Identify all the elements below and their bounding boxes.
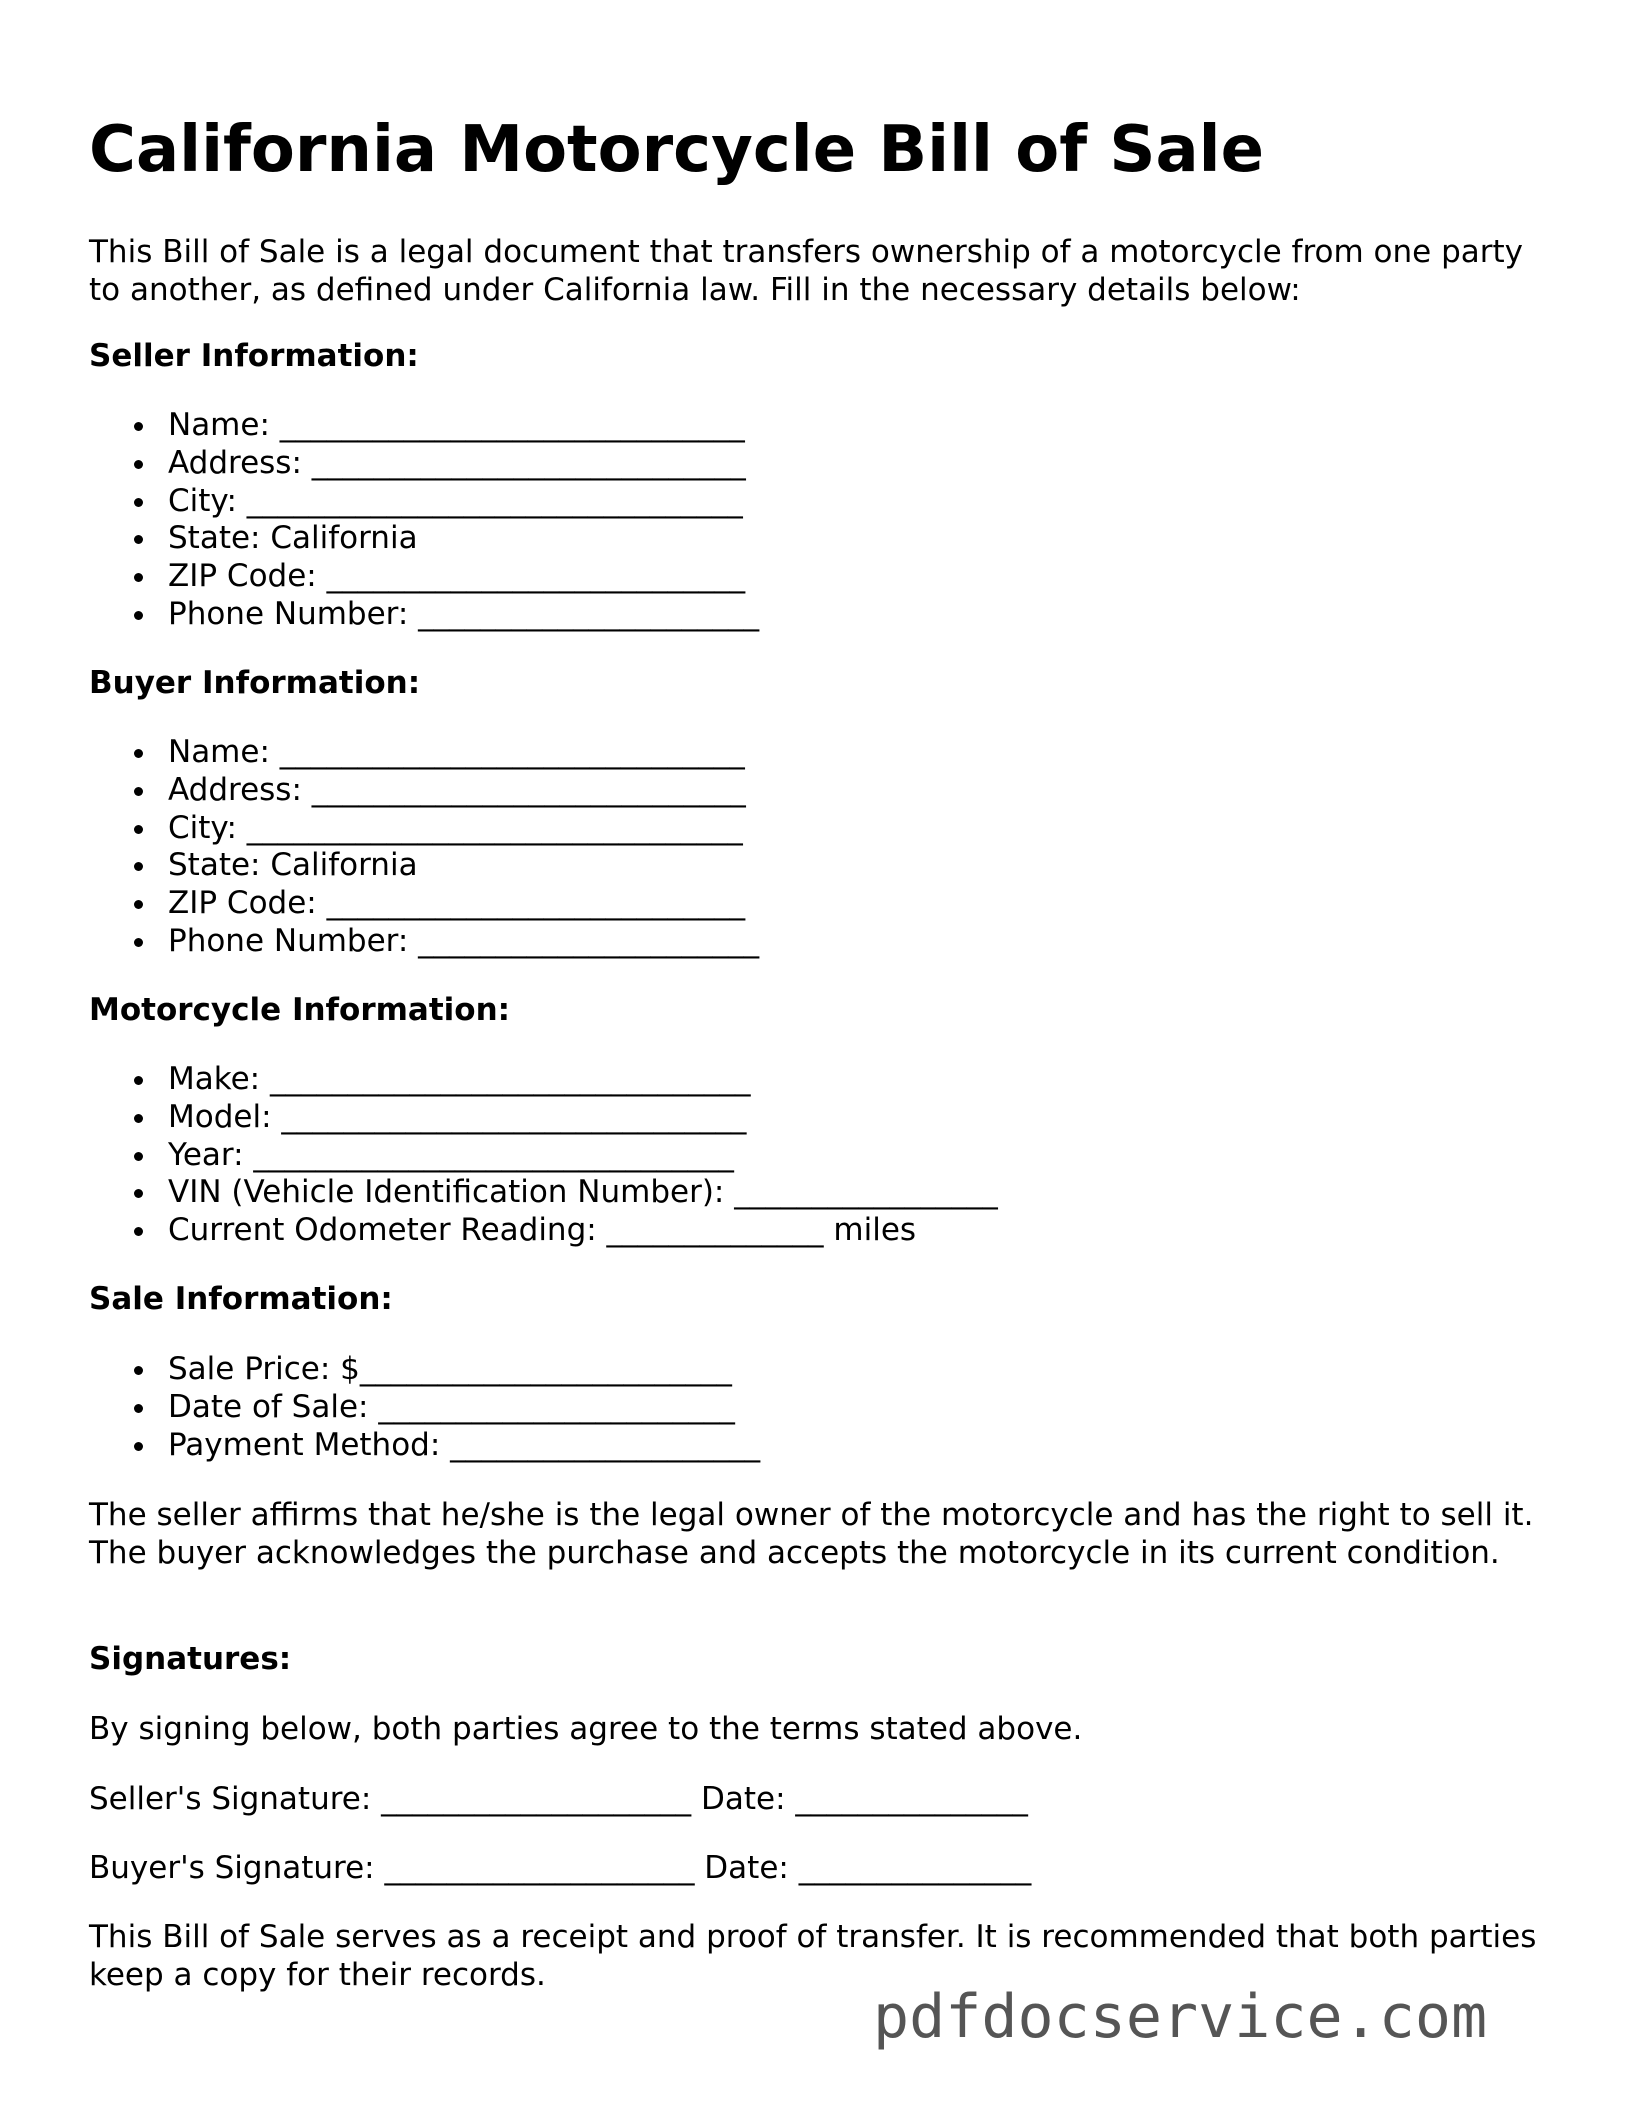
buyer-name-field[interactable]: Name: ______________________________ [89,734,759,772]
seller-fields [89,407,759,634]
sale-heading: Sale Information: [89,1281,393,1317]
closing-paragraph: This Bill of Sale serves as a receipt and proof of transfer. It is recommended that both parties keep a copy for their records. [89,1919,1537,1993]
seller-heading: Seller Information: [89,338,419,374]
payment-method-field[interactable]: Payment Method: ____________________ [89,1427,760,1465]
sale-price-field[interactable]: Sale Price: $________________________ [89,1351,760,1389]
affirmation-paragraph: The seller affirms that he/she is the legal owner of the motorcycle and has the right to sell it. The buyer acknowledges the purchase and accepts the motorcycle in its current condition. [89,1497,1534,1571]
buyer-phone-field[interactable]: Phone Number: ______________________ [89,923,759,961]
signatures-statement: By signing below, both parties agree to the terms stated above. [89,1711,1083,1747]
motorcycle-heading: Motorcycle Information: [89,992,511,1028]
seller-address-field[interactable]: Address: ____________________________ [89,445,759,483]
watermark-text: pdfdocservice.com [873,1982,1488,2052]
document-title: California Motorcycle Bill of Sale [89,113,1264,187]
buyer-signature-line[interactable]: Buyer's Signature: ____________________ Date: _______________ [89,1850,1032,1886]
buyer-city-field[interactable]: City: ________________________________ [89,810,759,848]
motorcycle-vin-field[interactable]: VIN (Vehicle Identification Number): _________________ [89,1174,998,1212]
sale-fields [89,1351,760,1464]
seller-city-field[interactable]: City: ________________________________ [89,483,759,521]
buyer-zip-field[interactable]: ZIP Code: ___________________________ [89,885,759,923]
motorcycle-make-field[interactable]: Make: _______________________________ [89,1061,998,1099]
seller-signature-line[interactable]: Seller's Signature: ____________________ Date: _______________ [89,1781,1028,1817]
seller-phone-field[interactable]: Phone Number: ______________________ [89,596,759,634]
buyer-state-field: State: California [89,847,759,885]
buyer-fields [89,734,759,961]
intro-paragraph: This Bill of Sale is a legal document that transfers ownership of a motorcycle from one party to another, as defined under California law. Fill in the necessary details below: [89,234,1523,308]
buyer-address-field[interactable]: Address: ____________________________ [89,772,759,810]
sale-date-field[interactable]: Date of Sale: _______________________ [89,1389,760,1427]
seller-name-field[interactable]: Name: ______________________________ [89,407,759,445]
motorcycle-model-field[interactable]: Model: ______________________________ [89,1099,998,1137]
motorcycle-odometer-field[interactable]: Current Odometer Reading: ______________ miles [89,1212,998,1250]
signatures-heading: Signatures: [89,1641,292,1677]
motorcycle-year-field[interactable]: Year: _______________________________ [89,1137,998,1175]
seller-state-field: State: California [89,520,759,558]
motorcycle-fields [89,1061,998,1250]
seller-zip-field[interactable]: ZIP Code: ___________________________ [89,558,759,596]
buyer-heading: Buyer Information: [89,665,421,701]
